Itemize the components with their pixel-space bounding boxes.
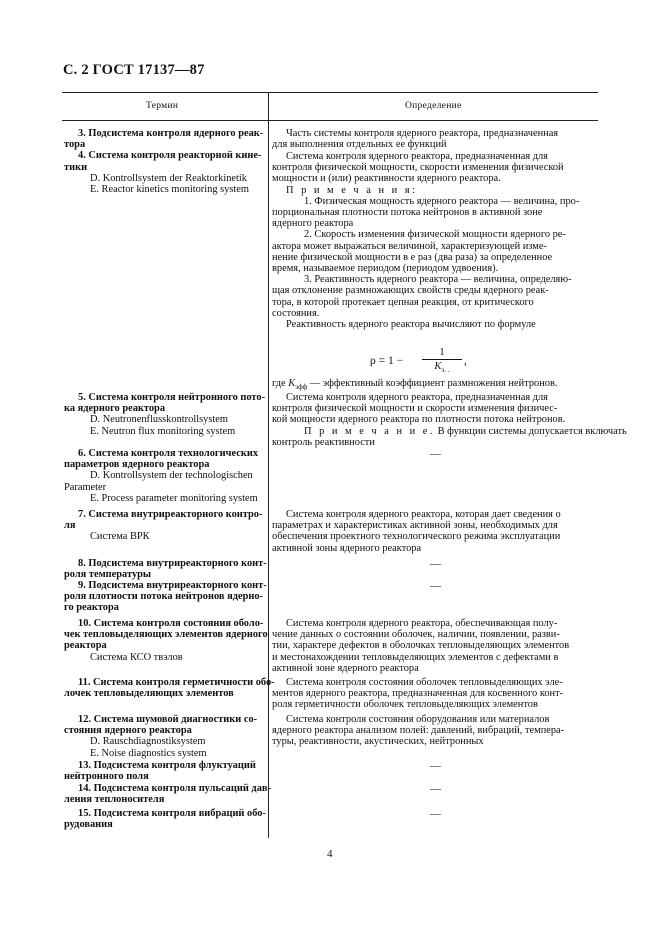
page-header: С. 2 ГОСТ 17137—87 bbox=[63, 62, 205, 78]
term-15: 15. Подсистема контроля вибраций обо- рудования bbox=[64, 808, 266, 831]
definition-5: Система контроля ядерного реактора, предназначенная для контроля физической мощности и скорости изменения физичес- кой мощности ядерного реактора по плотности потока нейтронов. П р и м е ч а н и е. В функции системы допускается включать контроль реактивности bbox=[272, 392, 627, 448]
definition-4-note-2: 2. Скорость изменения физической мощности ядерного ре- bbox=[304, 229, 566, 241]
formula-comma: , bbox=[464, 355, 467, 367]
term-6: 6. Система контроля технологических параметров ядерного реактора D. Kontrollsystem der technologischen Parameter E. Process parameter monitoring system bbox=[64, 448, 266, 504]
term-10: 10. Система контроля состояния оболо- чек тепловыделяющих элементов ядерного реактора Система КСО твэлов bbox=[64, 618, 268, 663]
definition-4-note-1: 1. Физическая мощность ядерного реактора — величина, про- bbox=[304, 195, 580, 207]
term-8: 8. Подсистема внутриреакторного конт- роля температуры bbox=[64, 558, 267, 581]
term-12-german: D. Rauschdiagnostiksystem bbox=[90, 736, 206, 748]
definition-10: Система контроля ядерного реактора, обеспечивающая полу- чение данных о состоянии оболочек, наличии, появлении, разви- тии, характере дефектов в оболочках тепловыделяющих элементов и местонахождении тепловыделяющих элементов с дефектами в активной зоне ядерного реактора bbox=[272, 618, 570, 674]
term-4-german: D. Kontrollsystem der Reaktorkinetik bbox=[90, 172, 247, 184]
term-4-english: E. Reactor kinetics monitoring system bbox=[90, 184, 250, 196]
definition-11: Система контроля состояния оболочек тепловыделяющих эле- ментов ядерного реактора, предназначенная для косвенного конт- роля герметичности оболочек тепловыделяющих элементов bbox=[272, 677, 564, 711]
term-6-english: E. Process parameter monitoring system bbox=[90, 492, 258, 504]
column-divider bbox=[268, 92, 269, 838]
definition-9: — bbox=[430, 580, 441, 592]
table-top-rule bbox=[62, 92, 598, 93]
definition-4-formula-intro: Реактивность ядерного реактора вычисляют по формуле bbox=[286, 319, 536, 331]
definition-4-notes-title: П р и м е ч а н и я: bbox=[286, 184, 418, 196]
term-11: 11. Система контроля герметичности обо- лочек тепловыделяющих элементов bbox=[64, 677, 275, 700]
definition-14: — bbox=[430, 783, 441, 795]
term-7-abbreviation: Система ВРК bbox=[90, 531, 150, 543]
table-header-rule bbox=[62, 120, 598, 121]
term-7: 7. Система внутриреакторного контро- ля Система ВРК bbox=[64, 509, 266, 543]
page-number: 4 bbox=[327, 848, 333, 860]
term-10-abbreviation: Система КСО твэлов bbox=[90, 651, 183, 663]
formula-fraction bbox=[422, 347, 462, 377]
term-12: 12. Система шумовой диагностики со- стояния ядерного реактора D. Rauschdiagnostiksystem E. Noise diagnostics system bbox=[64, 714, 266, 759]
term-13: 13. Подсистема контроля флуктуаций нейтронного поля bbox=[64, 760, 256, 783]
column-header-term: Термин bbox=[146, 101, 179, 111]
reactivity-formula bbox=[370, 349, 510, 375]
term-4: 4. Система контроля реакторной кине- bbox=[78, 150, 262, 162]
term-9: 9. Подсистема внутриреакторного конт- роля плотности потока нейтронов ядерно- го реактора bbox=[64, 580, 267, 614]
term-5-german: D. Neutronenflusskontrollsystem bbox=[90, 414, 228, 426]
term-14: 14. Подсистема контроля пульсаций дав- ления теплоносителя bbox=[64, 783, 271, 806]
definition-4-note-3: 3. Реактивность ядерного реактора — величина, определяю- bbox=[304, 274, 572, 286]
definition-4: Система контроля ядерного реактора, предназначенная для контроля физической мощности, скорости изменения физической мощности и (или) реактивности ядерного реактора. П р и м е ч а н и я: 1. Физическая мощность ядерного реактора — величина, про- порциональная плотности потока нейтронов в активной зоне ядерного реактора 2. Скорость изменения физической мощности ядерного ре- актора может выражаться величиной, характеризующей изме- нение физической мощности в е раз (два раза) за определенное время, называемое периодом (периодом удвоения). 3. Реактивность ядерного реактора — величина, определяю- щая отклонение размножающих свойств среды ядерного реак- тора, в которой протекает цепная реакция, от критического состояния. Реактивность ядерного реактора вычисляют по формуле bbox=[286, 151, 598, 330]
definition-13: — bbox=[430, 760, 441, 772]
definition-8: — bbox=[430, 558, 441, 570]
definition-12: Система контроля состояния оборудования или материалов ядерного реактора анализом полей: давлений, вибраций, темпера- туры, реактивности, акустических, нейтронных bbox=[272, 714, 565, 748]
formula-lhs: ρ = 1 − bbox=[370, 355, 404, 367]
formula-numerator: 1 bbox=[422, 347, 462, 360]
term-12-english: E. Noise diagnostics system bbox=[90, 747, 207, 759]
term-5: 5. Система контроля нейтронного пото- ка ядерного реактора D. Neutronenflusskontrollsystem E. Neutron flux monitoring system bbox=[64, 392, 266, 437]
definition-6: — bbox=[430, 448, 441, 460]
term-5-english: E. Neutron flux monitoring system bbox=[90, 425, 236, 437]
term-3: 3. Подсистема контроля ядерного реак- тора 4. Система контроля реакторной кине- тики D. Kontrollsystem der Reaktorkinetik E. Reactor kinetics monitoring system bbox=[64, 128, 266, 195]
definition-3: Часть системы контроля ядерного реактора, предназначенная для выполнения отдельных ее функций bbox=[272, 128, 559, 151]
formula-denominator: $K_{э. .}$ bbox=[434, 361, 450, 375]
term-6-german: D. Kontrollsystem der technologischen bbox=[90, 470, 253, 482]
column-header-definition: Определение bbox=[405, 101, 462, 111]
definition-7: Система контроля ядерного реактора, которая дает сведения о параметрах и характеристиках активной зоны, необходимых для обеспечения проектного технологического режима эксплуатации активной зоны ядерного реактора bbox=[272, 509, 561, 554]
definition-4-where: где $K_{эфф}$ — эффективный коэффициент размножения нейтронов. bbox=[272, 378, 558, 392]
definition-5-note: П р и м е ч а н и е. В функции системы допускается включать bbox=[304, 425, 627, 437]
definition-15: — bbox=[430, 808, 441, 820]
